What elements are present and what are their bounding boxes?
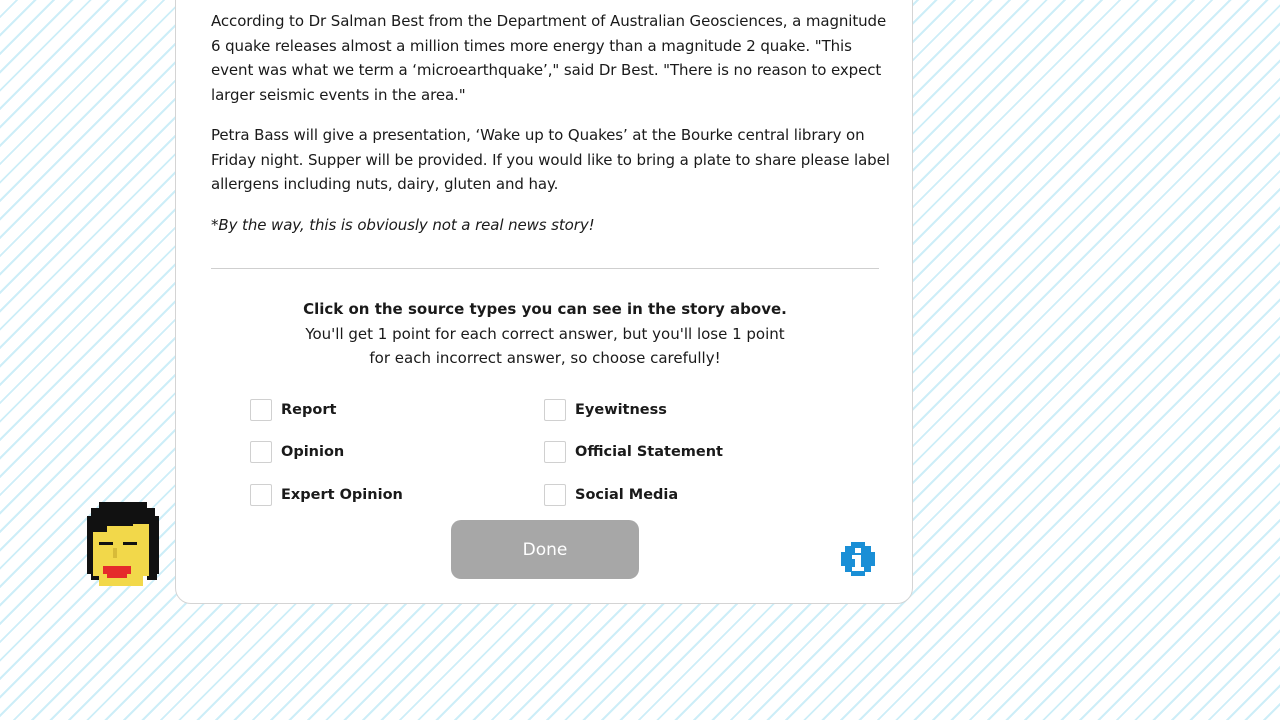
checkbox-social-media[interactable] [544, 484, 566, 506]
story-note: *By the way, this is obviously not a real news story! [211, 215, 595, 234]
story-text [211, 9, 891, 253]
checkbox-expert-opinion[interactable] [250, 484, 272, 506]
option-official-statement[interactable] [544, 441, 723, 463]
checkbox-official-statement[interactable] [544, 441, 566, 463]
story-paragraph-1: According to Dr Salman Best from the Department of Australian Geosciences, a magnitude 6 quake releases almost a million times more energy than a magnitude 2 quake. "This event was what we term a ‘microearthquake’," said Dr Best. "There is no reason to expect larger seismic events in the area." [211, 12, 887, 104]
done-button[interactable]: Done [451, 520, 639, 579]
option-label: Eyewitness [575, 402, 667, 418]
option-report[interactable] [250, 399, 336, 421]
option-label: Report [281, 402, 337, 418]
pixel-avatar [85, 502, 161, 588]
quiz-card [175, 0, 913, 604]
checkbox-report[interactable] [250, 399, 272, 421]
option-label: Expert Opinion [281, 487, 403, 503]
option-label: Official Statement [575, 444, 723, 460]
checkbox-opinion[interactable] [250, 441, 272, 463]
checkbox-eyewitness[interactable] [544, 399, 566, 421]
option-expert-opinion[interactable] [250, 484, 403, 506]
instructions-heading: Click on the source types you can see in the story above. [303, 300, 787, 318]
option-opinion[interactable] [250, 441, 344, 463]
option-label: Social Media [575, 487, 679, 503]
option-label: Opinion [281, 444, 345, 460]
option-eyewitness[interactable] [544, 399, 667, 421]
info-icon[interactable] [839, 540, 877, 578]
instructions-line-1: You'll get 1 point for each correct answer, but you'll lose 1 point [305, 324, 785, 343]
option-social-media[interactable] [544, 484, 678, 506]
instructions [211, 297, 879, 371]
divider [211, 268, 879, 269]
instructions-line-2: for each incorrect answer, so choose carefully! [369, 349, 721, 367]
story-paragraph-2: Petra Bass will give a presentation, ‘Wake up to Quakes’ at the Bourke central library on Friday night. Supper will be provided. If you would like to bring a plate to share please label allergens including nuts, dairy, gluten and hay. [211, 126, 890, 193]
